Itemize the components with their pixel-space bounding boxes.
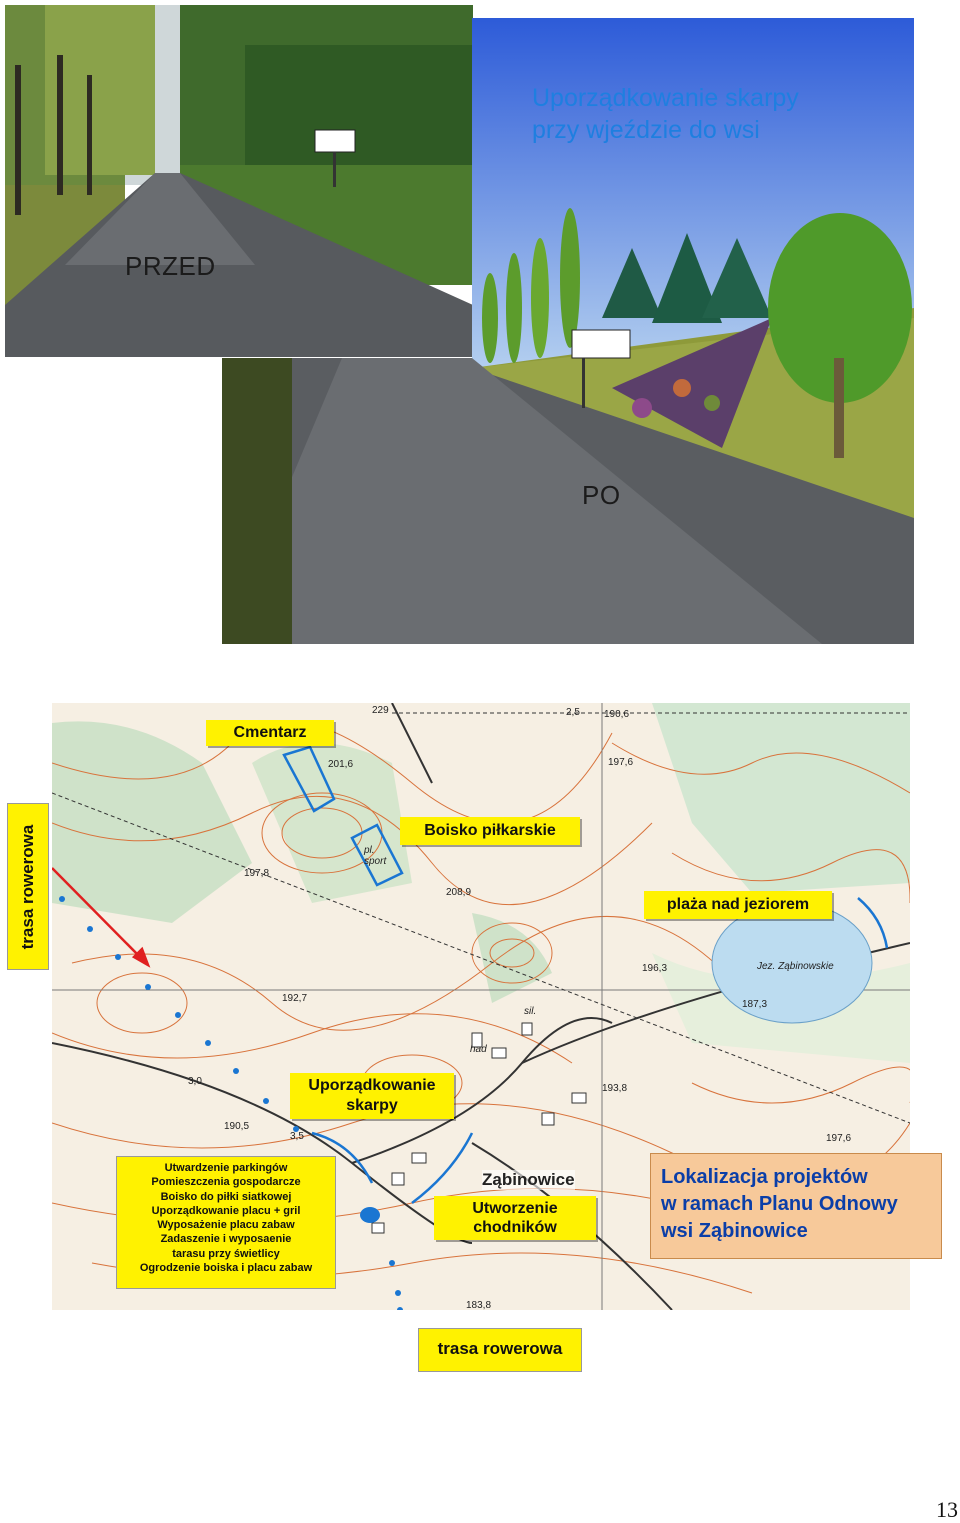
location-title-box [650,1153,942,1259]
label-football-field: Boisko piłkarskie [400,817,580,845]
label-cemetery: Cmentarz [206,720,334,746]
label-bike-route-side-text: trasa rowerowa [18,824,37,949]
label-slope [290,1073,454,1119]
spot-height: 229 [372,705,389,716]
spot-height: 197,6 [826,1133,852,1144]
village-name: Ząbinowice [482,1170,575,1189]
label-bike-route-bottom: trasa rowerowa [418,1328,582,1372]
project-item: Utwardzenie parkingów [164,1162,288,1174]
spot-height: 196,3 [642,963,668,974]
location-title-line: wsi Ząbinowice [661,1220,808,1242]
location-title-line: w ramach Planu Odnowy [661,1193,898,1215]
sil-abbr: sil. [524,1006,537,1017]
spot-height: 197,8 [244,868,270,879]
label-sidewalks [434,1196,596,1240]
project-item: Wyposażenie placu zabaw [157,1219,295,1232]
label-slope-text: Uporządkowanie skarpy [308,1077,436,1114]
spot-height: 3,0 [188,1076,202,1087]
label-bike-route-side [7,803,49,970]
after-title [532,82,892,146]
project-item: Pomieszczenia gospodarcze [151,1176,301,1189]
projects-list [116,1156,336,1289]
page-number: 13 [936,1497,958,1522]
spot-height: 183,8 [466,1300,492,1310]
project-item: Uporządkowanie placu + gril [151,1204,301,1217]
sport-abbr: pl. sport [364,845,387,867]
project-item: Zadaszenie i wyposaenie [160,1233,292,1246]
spot-height: 3,5 [290,1131,304,1142]
spot-height: 192,7 [282,993,308,1004]
photo-after [222,18,914,644]
spot-height: 2,5 [566,707,580,718]
label-sidewalks-text: Utworzenie chodników [472,1200,558,1236]
project-item: Ogrodzenie boiska i placu zabaw [139,1262,313,1275]
after-title-line2: przy wjeździe do wsi [532,116,760,144]
spot-height: 201,6 [328,759,354,770]
lake-name: Jez. Ząbinowskie [757,961,834,972]
spot-height: 187,3 [742,999,768,1010]
spot-height: 190,6 [604,709,630,720]
before-label: PRZED [125,251,216,281]
had-abbr: had [470,1044,487,1055]
spot-height: 193,8 [602,1083,628,1094]
location-title-line: Lokalizacja projektów [661,1166,868,1188]
spot-height: 190,5 [224,1121,250,1132]
label-beach: plaża nad jeziorem [644,891,832,919]
project-item: tarasu przy świetlicy [172,1247,280,1260]
after-label: PO [582,480,621,510]
project-item: Boisko do piłki siatkowej [160,1190,292,1203]
spot-height: 197,6 [608,757,634,768]
after-title-line1: Uporządkowanie skarpy [532,84,799,112]
spot-height: 208,9 [446,887,472,898]
